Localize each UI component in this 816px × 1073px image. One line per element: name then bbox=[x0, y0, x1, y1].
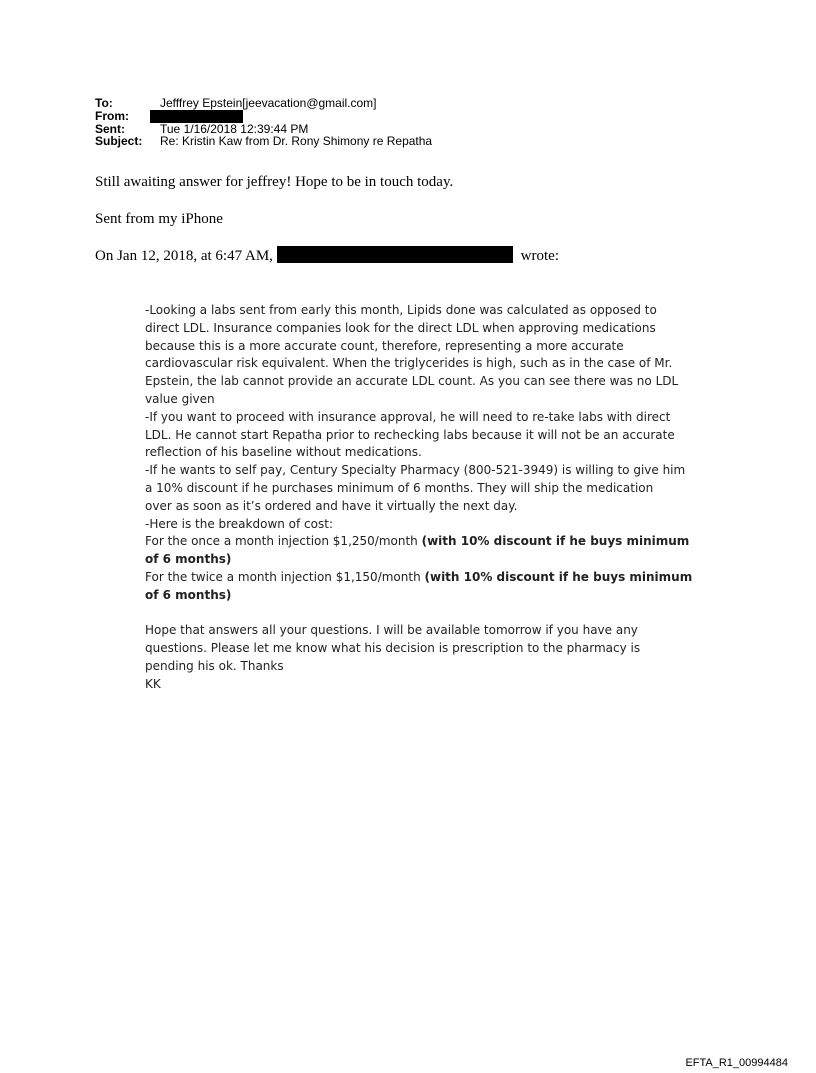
cost-once-discount: (with 10% discount if he buys minimum bbox=[421, 534, 690, 549]
from-label: From: bbox=[95, 108, 129, 123]
quote-line: LDL. He cannot start Repatha prior to rechecking labs because it will not be an accurate bbox=[145, 427, 675, 442]
attribution-prefix: On Jan 12, 2018, at 6:47 AM, bbox=[95, 248, 273, 264]
subject-value: Re: Kristin Kaw from Dr. Rony Shimony re Repatha bbox=[160, 134, 433, 148]
cost-twice-discount: (with 10% discount if he buys minimum bbox=[424, 569, 693, 584]
sent-label: Sent: bbox=[95, 121, 125, 136]
reply-text: Still awaiting answer for jeffrey! Hope to be in touch today. bbox=[95, 174, 454, 190]
cost-once-line-cont bbox=[145, 551, 690, 569]
quote-line: cardiovascular risk equivalent. When the triglycerides is high, such as in the case of Mr. bbox=[145, 356, 673, 371]
quote-line: a 10% discount if he purchases minimum of 6 months. They will ship the medication bbox=[145, 480, 654, 495]
quote-line: because this is a more accurate count, therefore, representing a more accurate bbox=[145, 338, 624, 353]
sender-redaction bbox=[277, 246, 513, 263]
quote-line: -Looking a labs sent from early this month, Lipids done was calculated as opposed to bbox=[145, 303, 657, 317]
to-label: To: bbox=[95, 96, 113, 110]
signature-line: Sent from my iPhone bbox=[95, 211, 223, 227]
quote-line: reflection of his baseline without medications. bbox=[145, 445, 422, 460]
closing-line: pending his ok. Thanks bbox=[145, 658, 284, 673]
paragraph-gap bbox=[145, 605, 690, 623]
quote-line: Epstein, the lab cannot provide an accurate LDL count. As you can see there was no LDL bbox=[145, 374, 679, 389]
quote-line: -If he wants to self pay, Century Specialty Pharmacy (800-521-3949) is willing to give him bbox=[145, 463, 686, 478]
document-id: EFTA_R1_00994484 bbox=[685, 1057, 788, 1069]
subject-label: Subject: bbox=[95, 134, 143, 148]
from-redaction bbox=[150, 110, 243, 123]
cost-once-text: For the once a month injection $1,250/month bbox=[145, 534, 422, 549]
to-value: Jefffrey Epstein[jeevacation@gmail.com] bbox=[160, 96, 377, 110]
quoted-message bbox=[145, 302, 693, 694]
subject-row bbox=[95, 135, 432, 148]
quote-line: over as soon as it’s ordered and have it virtually the next day. bbox=[145, 498, 518, 513]
quote-attribution bbox=[95, 246, 559, 265]
quote-line: direct LDL. Insurance companies look for the direct LDL when approving medications bbox=[145, 320, 656, 335]
cost-once-discount-cont: of 6 months) bbox=[145, 552, 232, 567]
cost-twice-discount-cont: of 6 months) bbox=[145, 587, 232, 602]
closing-line: questions. Please let me know what his decision is prescription to the pharmacy is bbox=[145, 641, 641, 656]
quote-line: -Here is the breakdown of cost: bbox=[145, 516, 333, 531]
cost-twice-line-cont bbox=[145, 587, 690, 605]
quote-line: value given bbox=[145, 391, 215, 406]
attribution-suffix: wrote: bbox=[516, 248, 559, 264]
sender-initials: KK bbox=[145, 676, 161, 691]
from-row bbox=[95, 110, 432, 123]
closing-line: Hope that answers all your questions. I will be available tomorrow if you have any bbox=[145, 623, 638, 638]
sent-value: Tue 1/16/2018 12:39:44 PM bbox=[160, 121, 309, 136]
cost-twice-text: For the twice a month injection $1,150/month bbox=[145, 569, 425, 584]
to-row bbox=[95, 97, 432, 110]
cost-once-line bbox=[145, 533, 690, 551]
quote-line: -If you want to proceed with insurance approval, he will need to re-take labs with direct bbox=[145, 409, 671, 424]
cost-twice-line bbox=[145, 569, 693, 587]
email-header bbox=[95, 97, 432, 148]
